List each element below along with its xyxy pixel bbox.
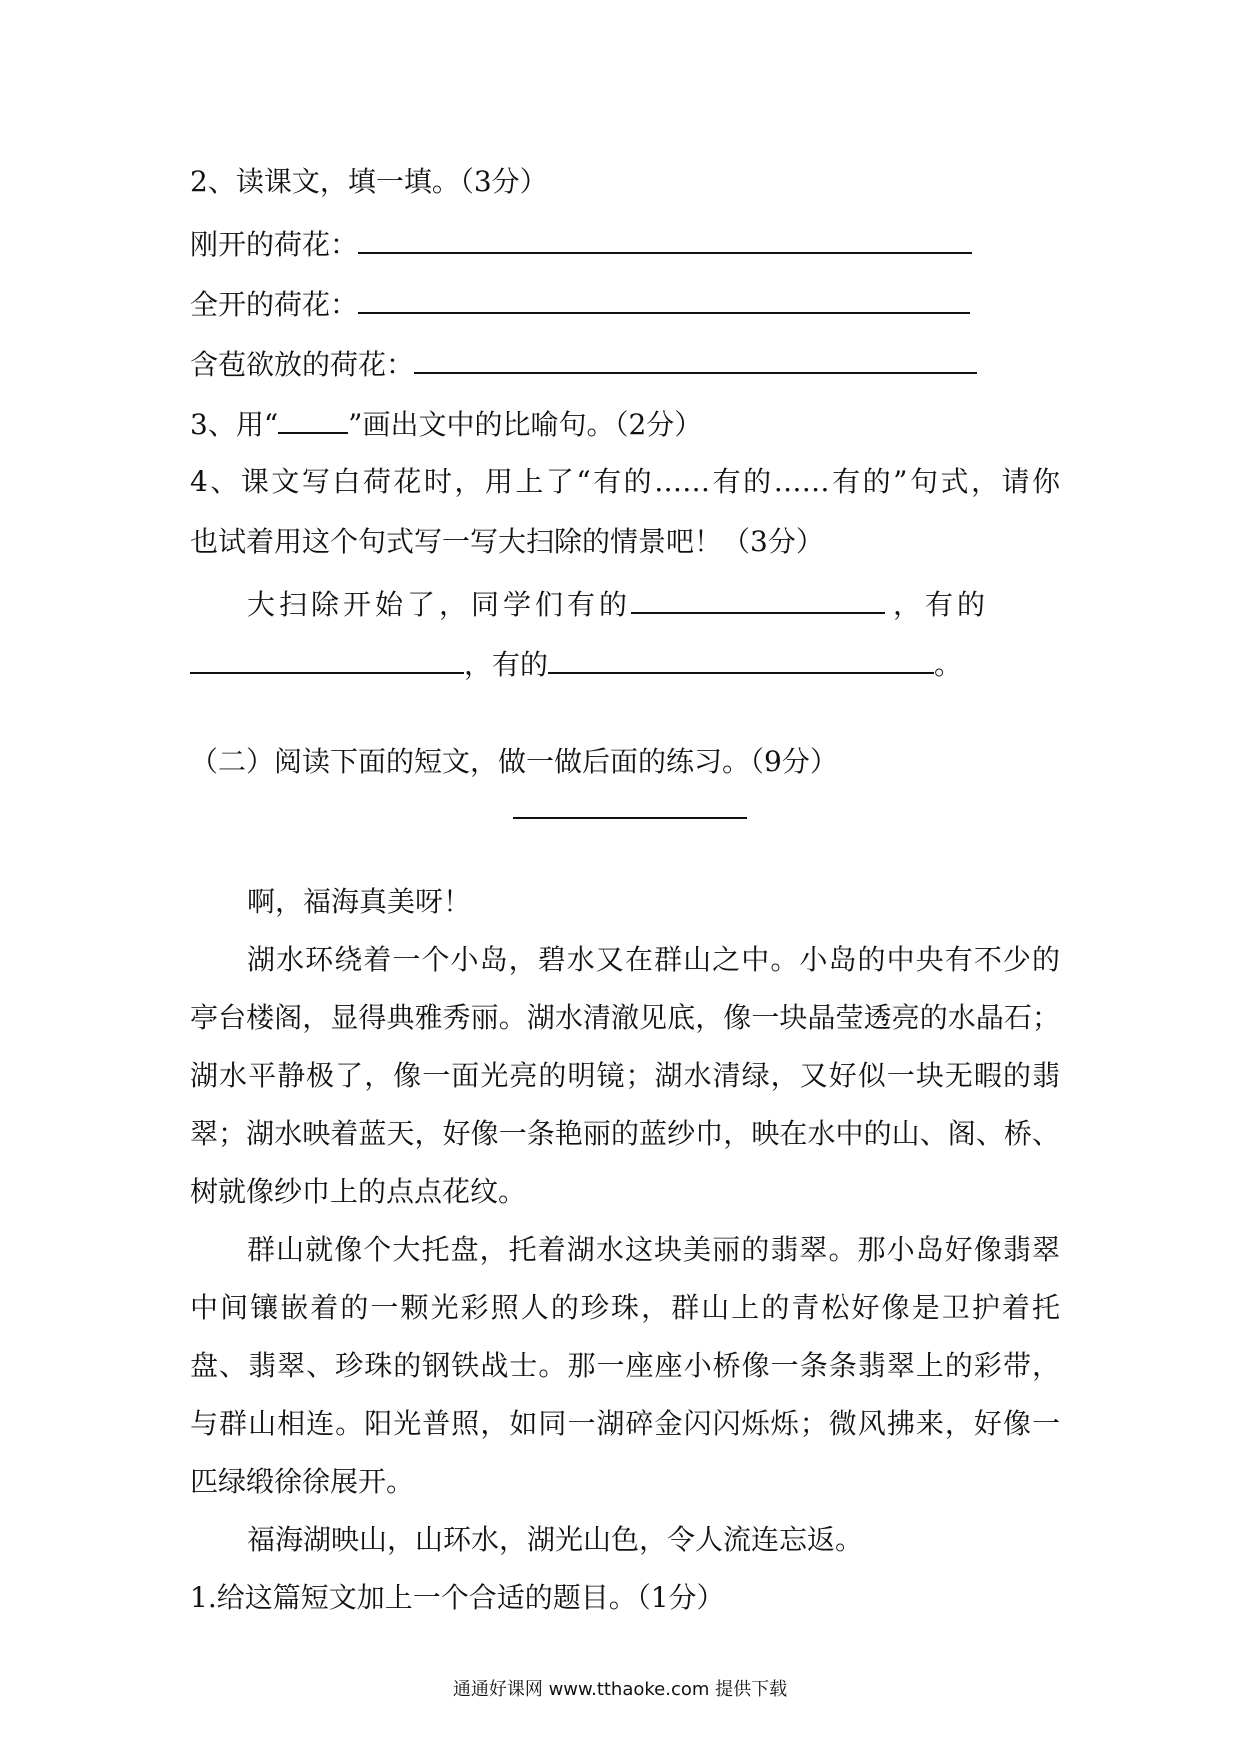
q2-row-1-label: 刚开的荷花：: [190, 228, 359, 261]
passage-line-6: 树就像纱巾上的点点花纹。: [190, 1175, 527, 1208]
passage-line-1: 啊，福海真美呀！: [247, 885, 472, 918]
q4-blank-2[interactable]: [190, 642, 464, 674]
passage-line-7: 群山就像个大托盘，托着湖水这块美丽的翡翠。那小岛好像翡翠: [247, 1233, 1060, 1266]
question-4-prompt-line-2: 也试着用这个句式写一写大扫除的情景吧！（3分）: [190, 525, 824, 558]
q2-row-2-answer-blank[interactable]: [358, 282, 970, 314]
q2-row-2-label: 全开的荷花：: [190, 288, 359, 321]
passage-line-10: 与群山相连。阳光普照，如同一湖碎金闪闪烁烁；微风拂来，好像一: [190, 1407, 1060, 1440]
question-4-prompt-line-1: 4、课文写白荷花时，用上了“有的……有的……有的”句式，请你: [190, 465, 1060, 498]
q4-fill-end: 。: [934, 648, 963, 681]
q4-fill-mid1: ，有的: [893, 588, 990, 621]
q4-blank-3[interactable]: [548, 642, 934, 674]
q3-suffix: ”画出文中的比喻句。（2分）: [348, 408, 703, 441]
q2-row-3: [190, 342, 1060, 385]
question-3: [190, 402, 1060, 445]
q2-row-3-label: 含苞欲放的荷花：: [190, 348, 415, 381]
passage-line-4: 湖水平静极了，像一面光亮的明镜；湖水清绿，又好似一块无暇的翡: [190, 1059, 1060, 1092]
q4-fill-mid2: ，有的: [464, 648, 549, 681]
passage-line-11: 匹绿缎徐徐展开。: [190, 1465, 415, 1498]
q4-fill-start: 大扫除开始了，同学们有的: [247, 588, 632, 621]
question-2-prompt: 2、读课文，填一填。（3分）: [190, 165, 548, 198]
q2-row-1: [190, 222, 1060, 265]
q2-row-3-answer-blank[interactable]: [414, 342, 977, 374]
q2-row-2: [190, 282, 1060, 325]
q2-row-1-answer-blank[interactable]: [358, 222, 972, 254]
footer-credit: 通通好课网 www.tthaoke.com 提供下载: [452, 1679, 788, 1700]
passage-line-9: 盘、翡翠、珍珠的钢铁战士。那一座座小桥像一条条翡翠上的彩带，: [190, 1349, 1060, 1382]
passage-line-3: 亭台楼阁，显得典雅秀丽。湖水清澈见底，像一块晶莹透亮的水晶石；: [190, 1001, 1060, 1034]
part2-question-1: 1.给这篇短文加上一个合适的题目。（1分）: [190, 1581, 725, 1614]
q4-blank-1[interactable]: [631, 582, 885, 614]
q4-fill-line-1: [247, 582, 1060, 625]
passage-line-5: 翠；湖水映着蓝天，好像一条艳丽的蓝纱巾，映在水中的山、阁、桥、: [190, 1117, 1060, 1150]
passage-line-12: 福海湖映山，山环水，湖光山色，令人流连忘返。: [247, 1523, 864, 1556]
section-2-header: （二）阅读下面的短文，做一做后面的练习。（9分）: [190, 745, 838, 778]
passage-line-8: 中间镶嵌着的一颗光彩照人的珍珠，群山上的青松好像是卫护着托: [190, 1291, 1060, 1324]
passage-line-2: 湖水环绕着一个小岛，碧水又在群山之中。小岛的中央有不少的: [247, 943, 1060, 976]
q3-underline-sample: [278, 402, 348, 434]
q4-fill-line-2: [190, 642, 1060, 685]
passage-title-blank[interactable]: [513, 817, 747, 819]
q3-prefix: 3、用“: [190, 408, 279, 441]
